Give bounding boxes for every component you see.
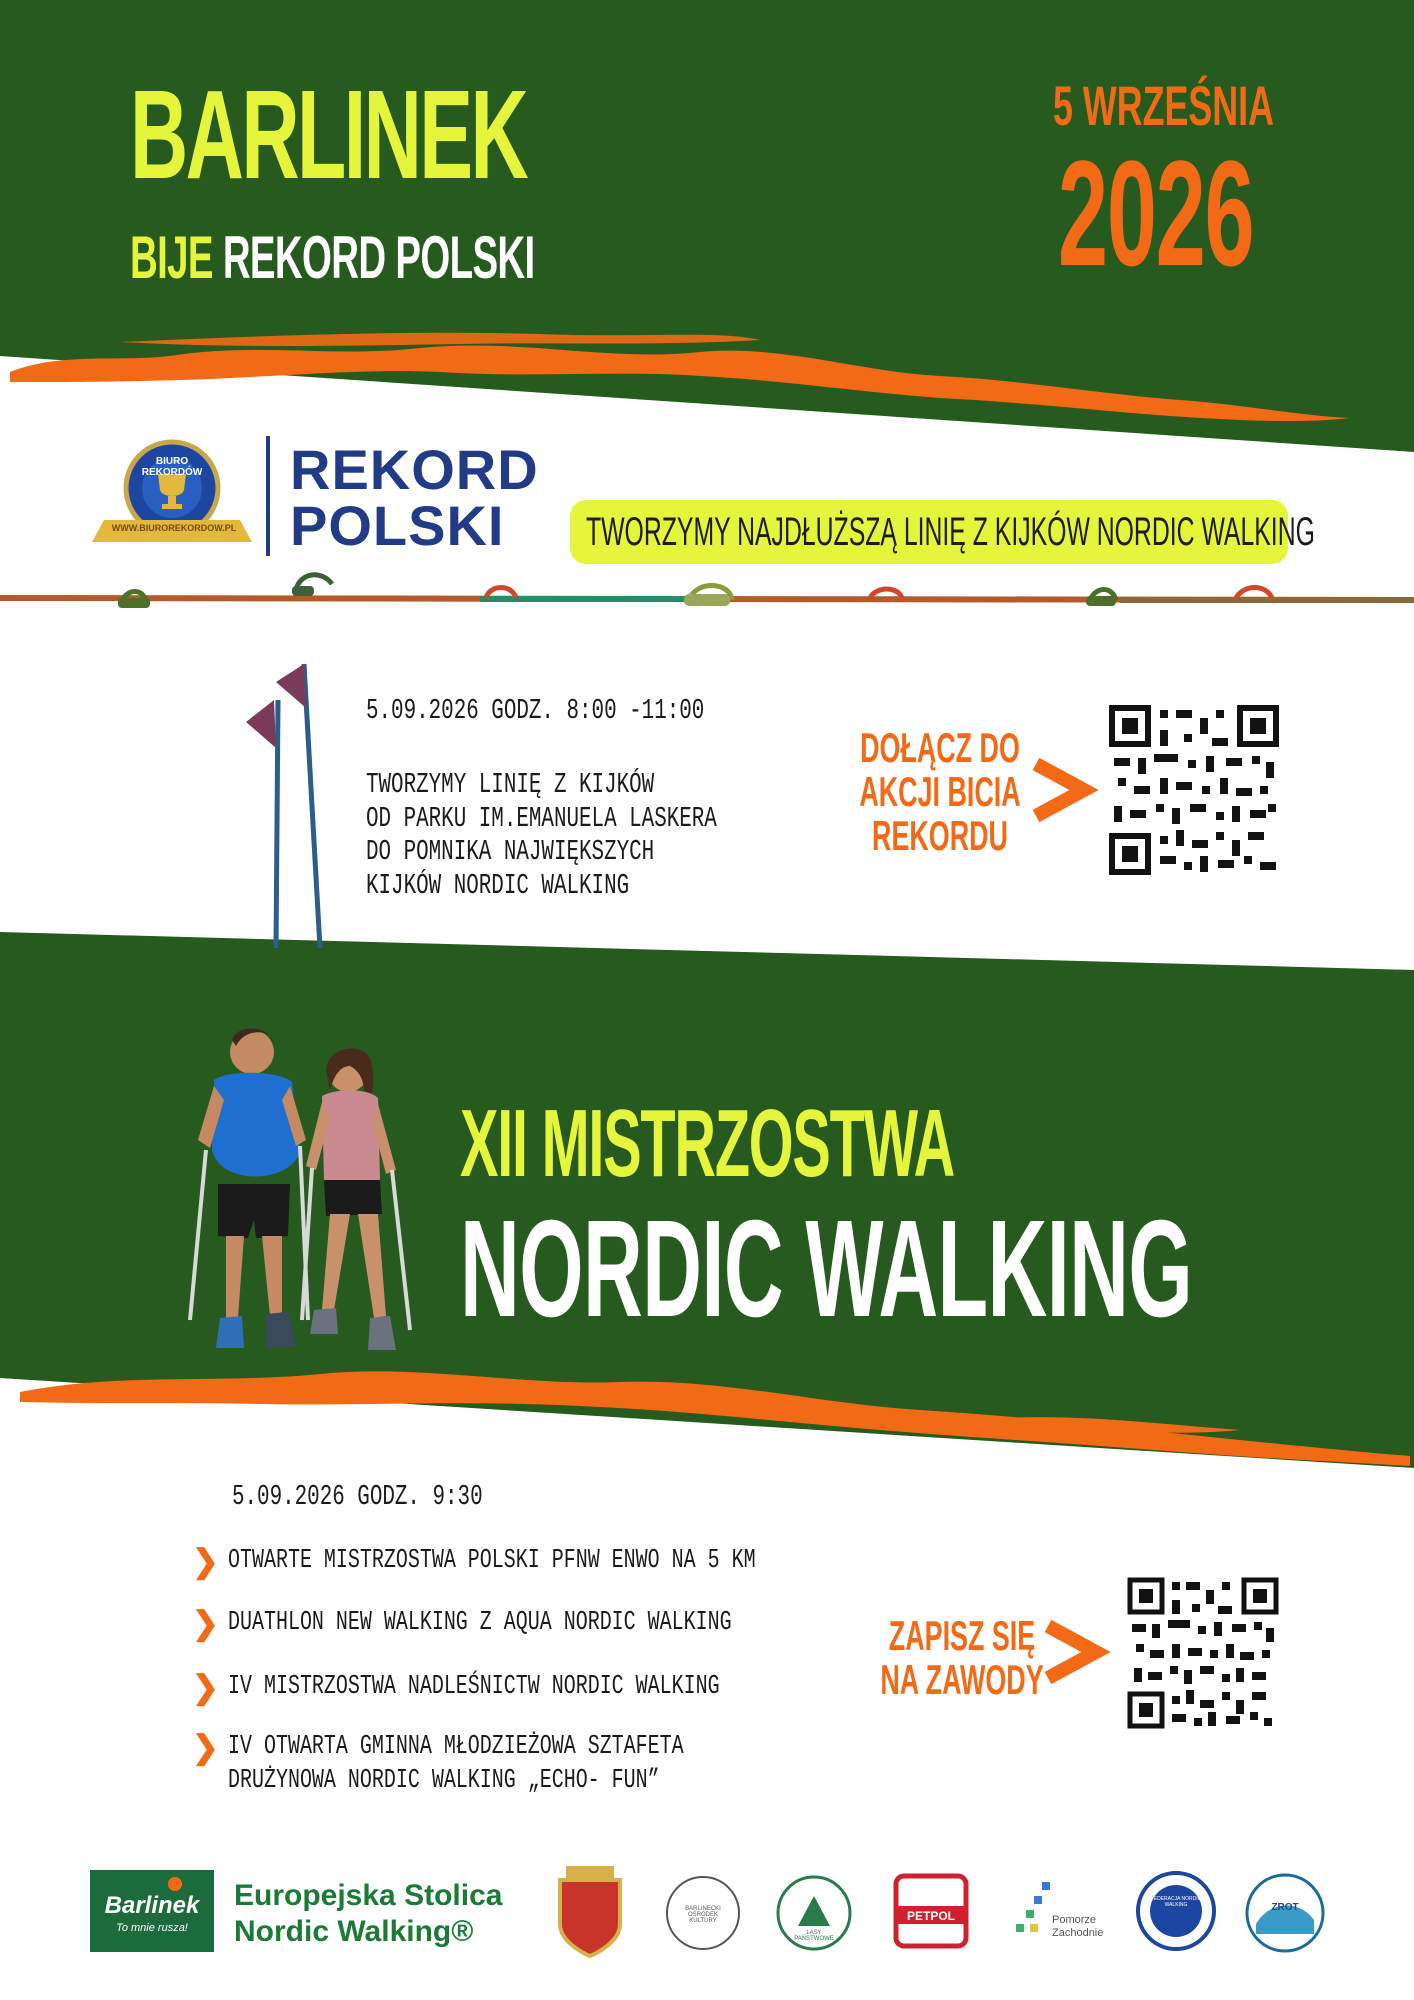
subtitle-part2: REKORD POLSKI	[222, 224, 535, 291]
event-item: DRUŻYNOWA NORDIC WALKING „ECHO- FUN”	[228, 1766, 660, 1796]
pomorze-zachodnie-logo	[1016, 1882, 1050, 1932]
coat-of-arms-icon	[560, 1880, 620, 1956]
join-cta-line: AKCJI BICIA	[859, 768, 1021, 816]
flag-poles	[246, 664, 320, 948]
bullet-chevron-icon: ❯	[192, 1729, 219, 1765]
rekord-divider	[266, 436, 270, 556]
petpol-logo-text: PETPOL	[906, 1909, 955, 1923]
pomorze-line: Pomorze	[1052, 1914, 1097, 1926]
esnw-logo-text	[234, 1878, 502, 1950]
federacja-logo-text: FEDERACJA NORDIC WALKING	[1150, 1896, 1202, 1908]
zrot-logo-text: ZROT	[1271, 1902, 1299, 1913]
record-description-line: DO POMNIKA NAJWIĘKSZYCH	[366, 835, 655, 869]
event-item: OTWARTE MISTRZOSTWA POLSKI PFNW ENWO NA 5 KM	[228, 1546, 756, 1576]
signup-cta-line: NA ZAWODY	[880, 1656, 1044, 1704]
pomorze-line: Zachodnie	[1052, 1927, 1104, 1940]
chevron-right-icon	[1048, 1626, 1096, 1678]
join-cta-line: DOŁĄCZ DO	[860, 724, 1020, 771]
medal-badge-text: BIURO REKORDÓW	[141, 456, 203, 478]
event-item: DUATHLON NEW WALKING Z AQUA NORDIC WALKING	[228, 1608, 732, 1638]
event-item: IV OTWARTA GMINNA MŁODZIEŻOWA SZTAFETA	[228, 1732, 684, 1762]
championship-date-time: 5.09.2026 GODZ. 9:30	[232, 1480, 483, 1513]
event-year: 2026	[1058, 129, 1254, 297]
rekord-polski-heading	[290, 438, 539, 557]
lasy-logo-text: LASY PAŃSTWOWE	[794, 1930, 834, 1942]
record-description	[366, 768, 717, 903]
record-pill-text: TWORZYMY NAJDŁUŻSZĄ LINIĘ Z KIJKÓW NORDIC WALKING	[586, 510, 1315, 554]
signup-cta-line: ZAPISZ SIĘ	[888, 1612, 1036, 1659]
championship-title: XII MISTRZOSTWA	[460, 1090, 954, 1197]
join-cta-line: REKORDU	[872, 812, 1008, 860]
bullet-chevron-icon: ❯	[192, 1605, 219, 1641]
record-description-line: KIJKÓW NORDIC WALKING	[366, 868, 630, 902]
medal-badge-url: WWW.BIUROREKORDOW.PL	[111, 523, 237, 533]
pomorze-logo-text	[1052, 1914, 1103, 1940]
barlinek-tagline: To mnie rusza!	[116, 1922, 188, 1934]
barlinek-logo-text: Barlinek	[104, 1892, 200, 1919]
esnw-line: Nordic Walking®	[234, 1915, 474, 1948]
join-record-cta[interactable]	[857, 726, 1023, 858]
event-item: IV MISTRZOSTWA NADLEŚNICTW NORDIC WALKING	[228, 1672, 720, 1702]
esnw-line: Europejska Stolica	[234, 1879, 503, 1912]
bullet-chevron-icon: ❯	[192, 1669, 219, 1705]
event-subtitle	[130, 224, 535, 291]
record-description-line: TWORZYMY LINIĘ Z KIJKÓW	[366, 768, 655, 801]
subtitle-part1: BIJE	[130, 224, 213, 291]
qr-code-bottom	[1128, 1578, 1278, 1728]
chevron-right-icon	[1036, 764, 1084, 816]
qr-code-top	[1110, 706, 1278, 874]
bullet-chevron-icon: ❯	[192, 1543, 219, 1579]
bok-logo-text: BARLINECKI OŚRODEK KULTURY	[685, 1906, 721, 1924]
rekord-heading-line2: POLSKI	[290, 494, 505, 557]
event-title: BARLINEK	[130, 64, 527, 205]
record-date-time: 5.09.2026 GODZ. 8:00 -11:00	[366, 694, 705, 727]
rekord-heading-line1: REKORD	[290, 438, 539, 501]
sign-up-cta[interactable]	[879, 1614, 1045, 1702]
event-date: 5 WRZEŚNIA	[1053, 74, 1275, 137]
record-description-line: OD PARKU IM.EMANUELA LASKERA	[366, 801, 717, 835]
championship-subtitle: NORDIC WALKING	[460, 1192, 1193, 1346]
